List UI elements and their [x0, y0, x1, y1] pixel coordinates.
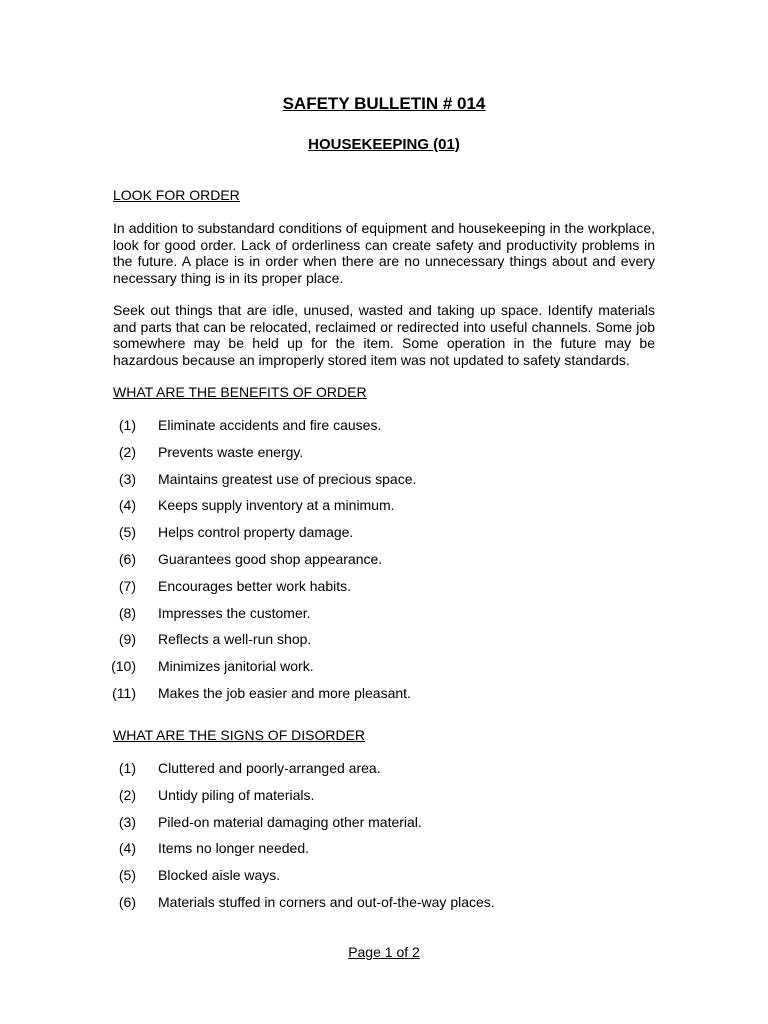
- list-item-number: (1): [118, 760, 136, 776]
- page-subtitle: HOUSEKEEPING (01): [308, 136, 460, 153]
- list-item-text: Keeps supply inventory at a minimum.: [158, 497, 395, 514]
- list-item: [113, 658, 655, 685]
- list-item-number: (4): [118, 840, 136, 857]
- page-number: Page 1 of 2: [348, 944, 420, 960]
- list-item-text: Items no longer needed.: [158, 840, 309, 857]
- list-item: [113, 685, 655, 712]
- list-item: [113, 497, 655, 524]
- list-item: [113, 760, 655, 787]
- list-item-number: (7): [118, 577, 136, 594]
- list-item-text: Makes the job easier and more pleasant.: [158, 684, 411, 701]
- list-item: [113, 840, 655, 867]
- list-item-text: Blocked aisle ways.: [158, 867, 281, 884]
- section-heading-look-for-order: LOOK FOR ORDER: [113, 187, 240, 203]
- list-item-text: Guarantees good shop appearance.: [158, 550, 383, 567]
- section-heading-benefits: WHAT ARE THE BENEFITS OF ORDER: [113, 384, 367, 400]
- list-item: [113, 867, 655, 894]
- list-item: [113, 631, 655, 658]
- list-item-text: Untidy piling of materials.: [158, 786, 315, 803]
- disorder-list: [113, 760, 655, 921]
- list-item-text: Piled-on material damaging other material.: [158, 813, 422, 830]
- page-title: SAFETY BULLETIN # 014: [282, 94, 486, 113]
- list-item-number: (4): [118, 497, 136, 514]
- list-item-number: (11): [112, 684, 136, 701]
- list-item-text: Minimizes janitorial work.: [158, 658, 314, 675]
- list-item-text: Helps control property damage.: [158, 524, 354, 541]
- list-item-text: Eliminate accidents and fire causes.: [158, 417, 382, 433]
- list-item-number: (2): [118, 786, 136, 803]
- list-item-text: Prevents waste energy.: [158, 443, 304, 460]
- list-item-text: Cluttered and poorly-arranged area.: [158, 760, 381, 776]
- list-item: [113, 578, 655, 605]
- list-item-text: Encourages better work habits.: [158, 577, 351, 594]
- list-item-number: (2): [118, 443, 136, 460]
- paragraph-order-intro: In addition to substandard conditions of equipment and housekeeping in the workplace, look for good order. Lack of orderliness can create safety and productivity problems in the future. A place is in order when there are no unnecessary things about and every necessary thing is in its proper place.: [113, 220, 655, 286]
- list-item-number: (3): [118, 813, 136, 830]
- list-item: [113, 444, 655, 471]
- list-item-text: Reflects a well-run shop.: [158, 631, 312, 648]
- list-item-number: (6): [118, 893, 136, 910]
- list-item: [113, 524, 655, 551]
- benefits-list: [113, 417, 655, 712]
- list-item: [113, 417, 655, 444]
- list-item-text: Impresses the customer.: [158, 604, 311, 621]
- list-item: [113, 787, 655, 814]
- list-item-number: (1): [118, 417, 136, 433]
- list-item-number: (8): [118, 604, 136, 621]
- list-item: [113, 551, 655, 578]
- list-item-number: (9): [118, 631, 136, 648]
- list-item-number: (3): [118, 470, 136, 487]
- list-item-number: (5): [118, 524, 136, 541]
- paragraph-seek-out: Seek out things that are idle, unused, wasted and taking up space. Identify materials and parts that can be relocated, reclaimed or redirected into useful channels. Some job somewhere may be held up for the item. Some operation in the future may be hazardous because an improperly stored item was not updated to safety standards.: [113, 302, 655, 368]
- list-item-text: Materials stuffed in corners and out-of-the-way places.: [158, 893, 495, 910]
- list-item: [113, 471, 655, 498]
- list-item: [113, 894, 655, 921]
- list-item: [113, 605, 655, 632]
- list-item-number: (5): [118, 867, 136, 884]
- list-item: [113, 814, 655, 841]
- section-heading-disorder: WHAT ARE THE SIGNS OF DISORDER: [113, 727, 366, 743]
- document-page: [113, 0, 655, 1024]
- list-item-number: (6): [118, 550, 136, 567]
- list-item-number: (10): [111, 658, 136, 675]
- list-item-text: Maintains greatest use of precious space.: [158, 470, 417, 487]
